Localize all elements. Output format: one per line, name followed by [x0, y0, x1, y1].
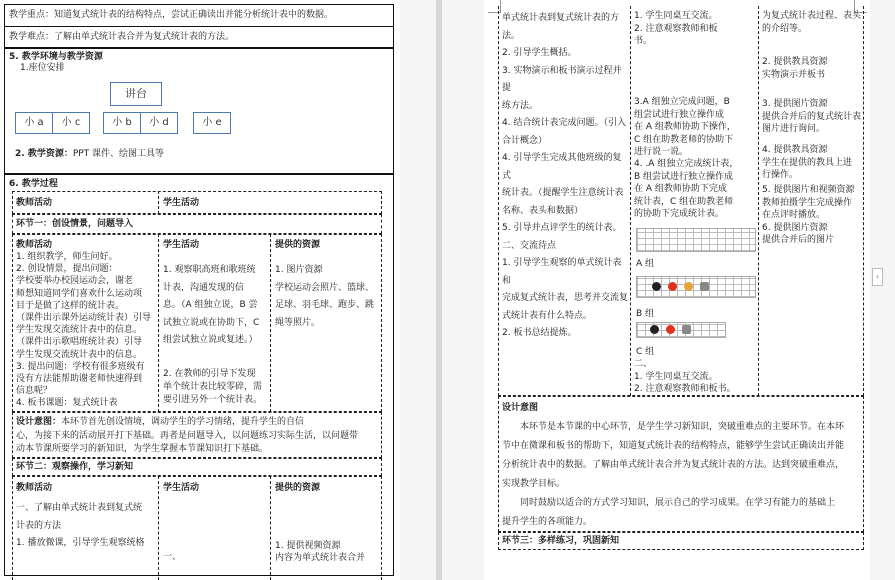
- text-line: 心，为接下来的活动展开打下基础。再者是问题导入，以问题练习实际生活，以问题带: [16, 430, 359, 441]
- text-line: 试独立说或在协助下，C: [163, 317, 260, 328]
- ball-icon: [668, 282, 677, 291]
- step1-student-text-2: [163, 368, 268, 407]
- step1-resource-text: [275, 262, 381, 332]
- text-line: 实物演示并板书: [762, 69, 826, 80]
- resource-cont-text-2: [762, 56, 862, 81]
- text-line: 4. .A 组独立完成统计表，: [634, 159, 739, 169]
- text-line: 3. 实物演示和板书演示过程并提: [502, 65, 622, 93]
- difficult-points: 教学难点：了解由单式统计表合并为复式统计表的方法。: [9, 32, 235, 42]
- text-line: 6. 提供图片资源: [762, 222, 828, 233]
- text-line: 3. 提供图片资源: [762, 99, 828, 109]
- student-cont-text-3: [634, 158, 758, 221]
- resource-cont-text-3: [762, 98, 862, 136]
- divider: [630, 6, 631, 396]
- text-line: 计表的方法: [16, 520, 62, 531]
- text-line: 节中在微课和板书的帮助下，知道复式统计表的结构特点，能够学生尝试正确读出并能: [502, 441, 845, 451]
- step2-teacher-text: [16, 500, 156, 553]
- seat-e: 小 e: [193, 112, 231, 134]
- text-line: 一、了解由单式统计表到复式统: [16, 503, 143, 513]
- text-line: 1. 学生同桌互交流。: [634, 11, 718, 21]
- student-cont-text-2: [634, 96, 758, 159]
- text-line: 书。: [634, 36, 653, 46]
- divider: [270, 476, 271, 580]
- text-line: 4. 引导学生完成其他班级的复式: [502, 153, 622, 181]
- step2-col-resource: 提供的资源: [275, 483, 321, 493]
- shuttlecock-icon: [684, 282, 693, 291]
- runner-icon: [700, 282, 709, 291]
- seat-b: 小 b: [103, 112, 141, 134]
- text-line: 在 A 组教师协助下操作，: [634, 122, 736, 132]
- divider: [158, 234, 159, 412]
- text-line: 行操作。: [762, 170, 799, 180]
- text-line: 练方法。: [502, 100, 539, 111]
- resources-text: PPT 课件、绘图工具等: [72, 149, 165, 159]
- step2-col-teacher: 教师活动: [16, 483, 53, 493]
- text-line: 统计表，C 组在助教老师: [634, 196, 734, 207]
- ball-icon: [652, 282, 661, 291]
- group-a-label: A 组: [636, 259, 655, 269]
- text-line: （课件出示歌唱班统计表）引导: [16, 337, 143, 348]
- divider: [158, 476, 159, 580]
- step1-col-resource: 提供的资源: [275, 240, 321, 250]
- text-line: 4. 板书课题：复式统计表: [16, 398, 118, 409]
- text-line: 4. 结合统计表完成问题。（引入: [502, 118, 626, 128]
- text-line: 单个统计表比较零碎，需: [163, 382, 263, 392]
- text-line: 没有方法能帮助谢老师快速得到: [16, 374, 143, 385]
- step1-teacher-text: [16, 251, 158, 410]
- group-b-label: B 组: [636, 309, 655, 319]
- text-line: 1. 提供视频资源: [275, 541, 341, 551]
- text-line: 息。（A 组独立说，B 尝: [163, 300, 258, 310]
- design-text-2: [502, 418, 862, 532]
- document-page-right: [484, 0, 870, 580]
- design-label: 设计意图：: [16, 417, 62, 427]
- design-label-2: 设计意图: [502, 403, 539, 413]
- student-tail-text: [634, 358, 758, 396]
- text-line: 1. 组织教学，师生问好。: [16, 252, 118, 262]
- resource-cont-text-5: [762, 184, 862, 247]
- seat-d: 小 d: [140, 112, 178, 134]
- seat-c: 小 c: [52, 112, 90, 134]
- text-line: 的介绍等。: [762, 23, 808, 34]
- divider: [270, 234, 271, 412]
- text-line: 式统计表有什么特点。: [502, 310, 593, 321]
- resources-label: 2. 教学资源：: [15, 149, 73, 159]
- student-cont-text: [634, 10, 758, 48]
- text-line: 1. 引导学生观察的单式统计表和: [502, 258, 622, 286]
- step2-resource-text: [275, 540, 381, 564]
- text-line: 1. 播放微课，引导学生观察统格: [16, 538, 145, 548]
- text-line: 内容为单式统计表合并: [275, 553, 366, 563]
- text-line: 2. 注意观察教师和板书。: [634, 384, 736, 394]
- text-line: 2. 创设情景，提出问题：: [16, 264, 118, 275]
- section5-title: 5. 教学环境与教学资源: [9, 52, 103, 62]
- text-line: 2. 注意观察教师和板: [634, 23, 718, 34]
- text-line: 要引进另外一个统计表。: [163, 395, 263, 405]
- text-line: 单式统计表到复式统计表的方: [502, 13, 620, 23]
- text-line: 3.A 组独立完成问题，B: [634, 97, 730, 107]
- runner-icon: [682, 325, 691, 334]
- text-line: 进行说一说。: [634, 147, 689, 157]
- text-line: 本环节是本节课的中心环节，是学生学习新知识，突破重难点的主要环节。在本环: [520, 422, 845, 432]
- text-line: B 组尝试进行独立操作成: [634, 171, 734, 182]
- text-line: 足球、羽毛球、跑步、跳: [275, 300, 375, 310]
- lectern: 讲台: [110, 82, 162, 106]
- text-line: [16, 416, 378, 430]
- text-line: 分析统计表中的数据。了解由单式统计表合并为复式统计表的方法。达到突破重难点，: [502, 460, 845, 470]
- text-line: 组尝试进行独立操作成: [634, 109, 725, 120]
- text-line: 5. 引导并点评学生的统计表。: [502, 223, 622, 233]
- text-line: 提供合并后的图片: [762, 235, 835, 245]
- divider: [4, 26, 394, 27]
- divider: [158, 191, 159, 214]
- text-line: 学生发现交流统计表中的信息。: [16, 325, 143, 336]
- text-line: 2. 在教师的引导下发现: [163, 369, 256, 379]
- text-line: 教师拍摄学生完成操作: [762, 197, 853, 208]
- text-line: 完成复式统计表，思考并交流复: [502, 293, 629, 303]
- text-line: 合计概念）: [502, 135, 548, 146]
- step2-student-text: 一、: [163, 552, 182, 562]
- col-teacher: 教师活动: [16, 198, 53, 208]
- text-line: 2. 引导学生概括。: [502, 48, 577, 58]
- text-line: 信息呢？: [16, 386, 53, 397]
- text-line: 2. 板书总结提炼。: [502, 328, 577, 338]
- text-line: C 组在助教老师的协助下: [634, 134, 734, 145]
- step3-title: 环节三：多样练习，巩固新知: [502, 536, 620, 546]
- text-line: 的协助下完成统计表。: [634, 209, 725, 219]
- text-line: 5. 提供图片和视频资源: [762, 185, 855, 195]
- col-student: 学生活动: [163, 198, 200, 208]
- resources-line: [15, 148, 164, 160]
- teacher-cont-text: [502, 10, 628, 343]
- seating-label: 1.座位安排: [20, 63, 65, 73]
- text-line: 动本节课所要学习的新知识，为学生掌握本节课知识打下基础。: [16, 444, 269, 454]
- text-line: 1. 学生同桌互交流。: [634, 371, 718, 382]
- step1-col-teacher: 教师活动: [16, 240, 53, 250]
- ball-icon: [666, 325, 675, 334]
- text-line: 实现教学目标。: [502, 479, 566, 489]
- text-line: 在 A 组教师协助下完成: [634, 184, 727, 194]
- step1-student-text: [163, 262, 268, 350]
- text-line: 在点评时播放。: [762, 210, 826, 220]
- step2-col-student: 学生活动: [163, 483, 200, 493]
- text-line: 2. 提供教具资源: [762, 57, 828, 67]
- section6-title: 6. 教学过程: [9, 179, 58, 189]
- text-line: 4. 提供教具资源: [762, 145, 828, 155]
- text-line: 同时鼓励以适合的方式学习知识，展示自己的学习成果。在学习有能力的基础上: [520, 498, 836, 508]
- document-page-left: [0, 0, 400, 580]
- text-line: （课件出示课外运动统计表）引导: [16, 313, 152, 324]
- text-line: 提供合并后的复式统计表: [762, 111, 862, 122]
- resource-cont-text: [762, 10, 862, 35]
- seat-a: 小 a: [15, 112, 53, 134]
- resource-cont-text-4: [762, 144, 862, 182]
- divider: [758, 6, 759, 396]
- collapse-arrow-icon[interactable]: ‹: [872, 268, 883, 286]
- step2-title: 环节二：观察操作，学习新知: [16, 462, 134, 472]
- text-line: 学生发现交流统计表中的信息。: [16, 349, 143, 360]
- blank-table-image: [636, 228, 756, 252]
- text-line: 计表，沟通发现的信: [163, 282, 245, 293]
- text-line: 学生在提供的教具上进: [762, 157, 853, 168]
- text-line: 提升学生的各项能力。: [502, 517, 593, 527]
- text-span: 本环节首先创设情境，调动学生的学习情绪，提升学生的自信: [61, 417, 305, 427]
- design-text: [16, 416, 378, 457]
- text-line: 二、交流待点: [502, 240, 557, 251]
- text-line: 图片进行询问。: [762, 124, 826, 134]
- text-line: 3. 提出问题：学校有很多班级有: [16, 361, 145, 372]
- text-line: 目于是做了这样的统计表。: [16, 300, 125, 311]
- text-line: 绳等照片。: [275, 317, 321, 328]
- text-line: 1. 图片资源: [275, 265, 323, 275]
- text-line: 法。: [502, 30, 521, 41]
- ball-icon: [650, 325, 659, 334]
- text-line: 学校要举办校园运动会，谢老: [16, 276, 134, 287]
- text-line: 为复式统计表过程、表头: [762, 11, 862, 21]
- step1-title: 环节一：创设情景，问题导入: [16, 219, 134, 229]
- scrollbar[interactable]: [436, 0, 442, 580]
- text-line: 学校运动会照片、篮球、: [275, 282, 375, 293]
- text-line: 名称、表头和数据）: [502, 205, 584, 216]
- step1-col-student: 学生活动: [163, 240, 200, 250]
- page-gutter: [400, 0, 484, 580]
- text-line: 二、: [634, 359, 653, 369]
- text-line: 师想知道同学们喜欢什么运动项: [16, 288, 143, 299]
- key-points: 教学重点：知道复式统计表的结构特点，尝试正确读出并能分析统计表中的数据。: [9, 10, 334, 20]
- text-line: 统计表。（提醒学生注意统计表: [502, 188, 624, 198]
- text-line: 组尝试独立说或复述。）: [163, 335, 258, 345]
- group-c-label: C 组: [636, 347, 655, 357]
- text-line: 1. 观察职高班和歌班统: [163, 265, 256, 275]
